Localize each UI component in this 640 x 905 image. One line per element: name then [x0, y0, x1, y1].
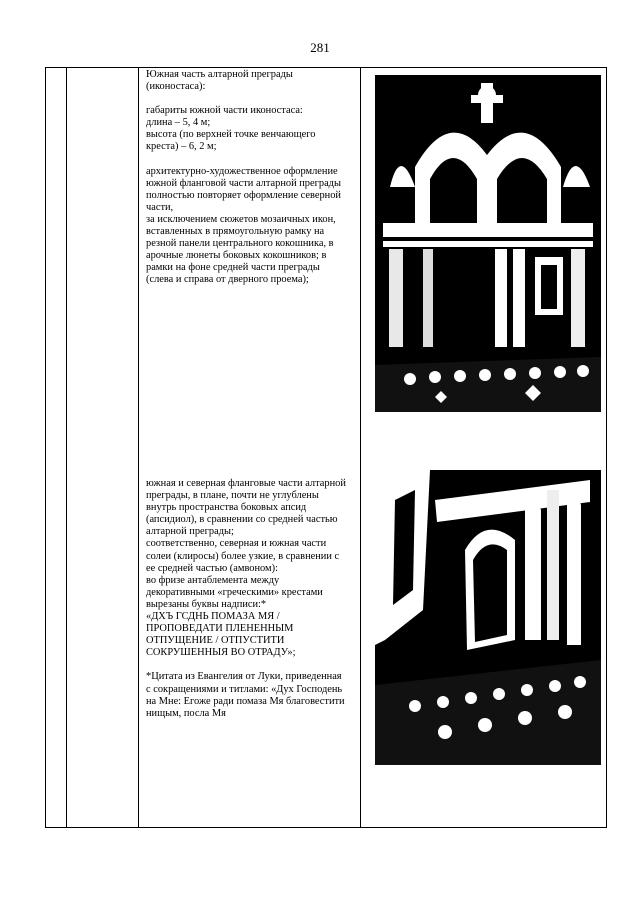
text-line: [146, 154, 361, 166]
text-line: солеи (клиросы) более узкие, в сравнении с: [146, 550, 340, 562]
text-line: части,: [146, 201, 174, 213]
text-line: *Цитата из Евангелия от Луки, приведенная: [146, 671, 342, 683]
text-line: на Мне: Егоже ради помаза Мя благовестити: [146, 695, 345, 707]
text-line: во фризе антаблемента между: [146, 574, 280, 586]
text-line: «ДХЪ ГСДНЬ ПОМАЗА МЯ /: [146, 611, 280, 623]
text-block-flank-parts: [146, 478, 361, 720]
text-line: южная и северная фланговые части алтарной: [146, 478, 346, 489]
page-number: 281: [310, 40, 330, 55]
text-line: ее средней частью (амвоном):: [146, 562, 278, 574]
text-block-south-iconostasis: [146, 69, 361, 287]
text-line: (иконостаса):: [146, 81, 206, 93]
text-line: архитектурно-художественное оформление: [146, 165, 338, 177]
text-line: алтарной преграды;: [146, 526, 234, 538]
column-divider: [66, 68, 67, 827]
text-line: рамки на фоне средней части преграды: [146, 262, 320, 274]
text-line: СОКРУШЕННЫЯ ВО ОТРАДУ»;: [146, 647, 296, 659]
text-line: арочные люнеты боковых кокошников; в: [146, 250, 327, 262]
text-line: резной панели центрального кокошника, в: [146, 238, 334, 250]
text-line: креста) – 6, 2 м;: [146, 141, 217, 153]
text-line: Южная часть алтарной преграды: [146, 69, 293, 80]
text-line: преграды, в плане, почти не углублены: [146, 490, 319, 502]
text-line: [146, 93, 361, 105]
text-line: нищым, посла Мя: [146, 707, 226, 719]
text-line: габариты южной части иконостаса:: [146, 105, 303, 117]
document-table: [45, 67, 607, 828]
text-line: вырезаны буквы надписи:*: [146, 598, 267, 610]
text-line: длина – 5, 4 м;: [146, 117, 211, 129]
text-line: вставленных в прямоугольную рамку на: [146, 226, 325, 238]
text-line: соответственно, северная и южная части: [146, 538, 327, 550]
text-line: декоративными «греческими» крестами: [146, 586, 323, 598]
text-line: высота (по верхней точке венчающего: [146, 129, 316, 141]
column-divider: [138, 68, 139, 827]
text-line: [146, 659, 361, 671]
photo-south-iconostasis: [375, 75, 601, 412]
text-line: южной фланговой части алтарной преграды: [146, 177, 341, 189]
photo-flank-columns-graphic: [375, 470, 601, 765]
text-line: ПРОПОВЕДАТИ ПЛЕНЕННЫМ: [146, 623, 294, 635]
text-line: (апсидиол), в сравнении со средней частью: [146, 514, 338, 526]
text-line: (слева и справа от дверного проема);: [146, 274, 309, 286]
text-line: полностью повторяет оформление северной: [146, 189, 341, 201]
text-line: ОТПУЩЕНИЕ / ОТПУСТИТИ: [146, 635, 285, 647]
text-line: внутрь пространства боковых апсид: [146, 502, 307, 514]
photo-south-iconostasis-graphic: [375, 75, 601, 412]
text-line: за исключением сюжетов мозаичных икон,: [146, 213, 336, 225]
text-line: с сокращениями и титлами: «Дух Господень: [146, 683, 343, 695]
photo-flank-columns: [375, 470, 601, 765]
